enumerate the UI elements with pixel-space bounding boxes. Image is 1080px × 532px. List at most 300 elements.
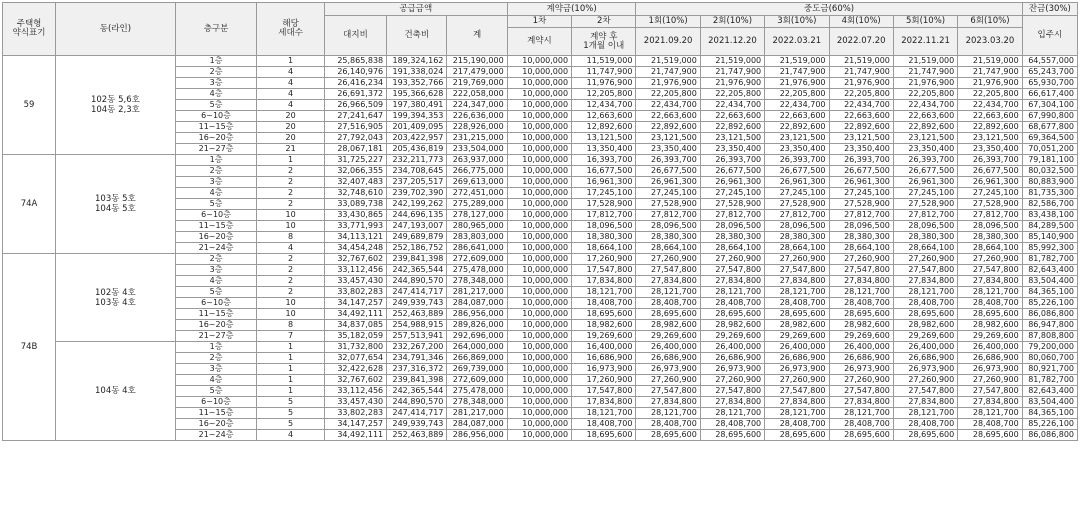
floor-cell: 5층 [175,100,257,111]
middle3-cell: 21,519,000 [765,56,829,67]
building-cell: 234,708,645 [387,166,447,177]
middle1-cell: 27,547,800 [636,386,700,397]
land-cell: 32,407,483 [324,177,386,188]
middle6-cell: 27,547,800 [958,386,1022,397]
middle1-cell: 21,519,000 [636,56,700,67]
middle3-cell: 22,434,700 [765,100,829,111]
middle6-cell: 27,260,900 [958,375,1022,386]
building-cell: 244,696,135 [387,210,447,221]
units-cell: 8 [257,320,324,331]
balance-cell: 82,586,700 [1022,199,1077,210]
middle1-cell: 22,892,600 [636,122,700,133]
type-header: 주택형 약식표기 [3,3,56,56]
contract2-cell: 18,121,700 [572,408,636,419]
units-cell: 1 [257,353,324,364]
dong-line-cell: 104동 4호 [56,342,176,441]
middle6-cell: 22,663,600 [958,111,1022,122]
middle6-cell: 28,121,700 [958,287,1022,298]
middle4-cell: 28,408,700 [829,419,893,430]
land-cell: 33,430,865 [324,210,386,221]
total-cell: 278,348,000 [447,276,507,287]
middle3-cell: 26,677,500 [765,166,829,177]
middle2-cell: 23,121,500 [700,133,764,144]
table-row [3,342,1078,353]
units-cell: 4 [257,89,324,100]
contract2-cell: 11,519,000 [572,56,636,67]
contract2-cell: 12,205,800 [572,89,636,100]
middle1-cell: 28,664,100 [636,243,700,254]
total-cell: 278,127,000 [447,210,507,221]
middle5-cell: 22,663,600 [893,111,957,122]
middle2-cell: 27,260,900 [700,254,764,265]
balance-cell: 80,060,700 [1022,353,1077,364]
units-cell: 2 [257,166,324,177]
middle2-date: 2021.12.20 [700,28,764,56]
middle1-cell: 26,400,000 [636,342,700,353]
contract1-cell: 10,000,000 [507,56,571,67]
middle4-header: 4회(10%) [829,16,893,28]
contract2-cell: 13,350,400 [572,144,636,155]
total-cell: 226,636,000 [447,111,507,122]
middle4-cell: 27,260,900 [829,375,893,386]
total-cell: 292,696,000 [447,331,507,342]
total-cell: 231,215,000 [447,133,507,144]
floor-cell: 16~20층 [175,232,257,243]
balance-cell: 65,243,700 [1022,67,1077,78]
contract2-cell: 16,677,500 [572,166,636,177]
middle6-cell: 28,096,500 [958,221,1022,232]
land-cell: 25,865,838 [324,56,386,67]
middle2-cell: 27,528,900 [700,199,764,210]
housing-type-cell: 74B [3,254,56,441]
land-cell: 32,422,628 [324,364,386,375]
contract2-cell: 18,695,600 [572,309,636,320]
floor-cell: 5층 [175,386,257,397]
middle3-cell: 26,686,900 [765,353,829,364]
movein-header: 입주시 [1022,16,1077,56]
floor-cell: 2층 [175,67,257,78]
middle3-cell: 27,834,800 [765,397,829,408]
middle4-cell: 28,121,700 [829,287,893,298]
land-cell: 32,066,355 [324,166,386,177]
middle6-cell: 28,664,100 [958,243,1022,254]
middle3-cell: 27,812,700 [765,210,829,221]
land-cell: 31,732,800 [324,342,386,353]
middle6-cell: 27,547,800 [958,265,1022,276]
land-cell: 35,182,059 [324,331,386,342]
dong-line-cell: 102동 5,6호 104동 2,3호 [56,56,176,155]
middle2-cell: 28,380,300 [700,232,764,243]
contract1-cell: 10,000,000 [507,100,571,111]
middle3-cell: 23,121,500 [765,133,829,144]
land-cell: 32,748,610 [324,188,386,199]
contract2-cell: 18,982,600 [572,320,636,331]
middle1-cell: 26,686,900 [636,353,700,364]
middle6-cell: 23,121,500 [958,133,1022,144]
land-cell: 28,067,181 [324,144,386,155]
total-cell: 272,451,000 [447,188,507,199]
middle2-cell: 27,834,800 [700,397,764,408]
middle3-cell: 21,976,900 [765,78,829,89]
middle2-cell: 27,812,700 [700,210,764,221]
middle4-cell: 27,547,800 [829,386,893,397]
units-cell: 1 [257,342,324,353]
middle3-cell: 26,400,000 [765,342,829,353]
building-cell: 237,205,517 [387,177,447,188]
floor-cell: 11~15층 [175,408,257,419]
floor-cell: 1층 [175,342,257,353]
middle4-cell: 27,834,800 [829,397,893,408]
contract2-cell: 18,380,300 [572,232,636,243]
middle5-cell: 26,393,700 [893,155,957,166]
building-cell: 252,186,752 [387,243,447,254]
contract1-cell: 10,000,000 [507,67,571,78]
contract2-cell: 12,892,600 [572,122,636,133]
balance-cell: 84,365,100 [1022,408,1077,419]
units-cell: 2 [257,276,324,287]
contract1-cell: 10,000,000 [507,133,571,144]
middle4-cell: 26,400,000 [829,342,893,353]
total-cell: 284,087,000 [447,419,507,430]
middle2-cell: 29,269,600 [700,331,764,342]
building-cell: 201,409,095 [387,122,447,133]
balance-cell: 82,643,400 [1022,386,1077,397]
middle1-cell: 26,677,500 [636,166,700,177]
total-cell: 224,347,000 [447,100,507,111]
supply-price-table [2,2,1078,441]
middle5-cell: 21,747,900 [893,67,957,78]
middle4-cell: 22,892,600 [829,122,893,133]
floor-cell: 2층 [175,353,257,364]
units-cell: 4 [257,100,324,111]
balance-cell: 84,365,100 [1022,287,1077,298]
units-cell: 4 [257,67,324,78]
building-cell: 247,414,717 [387,287,447,298]
building-cell: 237,316,372 [387,364,447,375]
balance-cell: 85,140,900 [1022,232,1077,243]
floor-cell: 6~10층 [175,111,257,122]
building-cell: 239,841,398 [387,375,447,386]
middle4-cell: 26,973,900 [829,364,893,375]
building-cell: 244,890,570 [387,397,447,408]
contract-header: 계약금(10%) [507,3,636,16]
units-cell: 10 [257,298,324,309]
building-cell: 234,791,346 [387,353,447,364]
middle6-cell: 28,121,700 [958,408,1022,419]
middle4-cell: 28,380,300 [829,232,893,243]
middle4-cell: 27,547,800 [829,265,893,276]
building-cell: 205,436,819 [387,144,447,155]
total-cell: 275,478,000 [447,386,507,397]
units-cell: 4 [257,243,324,254]
middle3-cell: 26,961,300 [765,177,829,188]
land-header: 대지비 [324,16,386,56]
middle2-cell: 28,408,700 [700,419,764,430]
middle4-cell: 23,121,500 [829,133,893,144]
total-cell: 272,609,000 [447,375,507,386]
total-cell: 263,937,000 [447,155,507,166]
total-cell: 283,803,000 [447,232,507,243]
contract1-cell: 10,000,000 [507,243,571,254]
table-header [3,3,1078,56]
total-cell: 219,769,000 [447,78,507,89]
middle5-cell: 27,834,800 [893,397,957,408]
middle4-cell: 22,434,700 [829,100,893,111]
middle1-cell: 28,121,700 [636,408,700,419]
land-cell: 26,691,372 [324,89,386,100]
middle1-cell: 28,695,600 [636,430,700,441]
middle3-cell: 22,663,600 [765,111,829,122]
building-cell: 257,513,941 [387,331,447,342]
contract2-cell: 17,260,900 [572,375,636,386]
middle4-cell: 29,269,600 [829,331,893,342]
building-cell: 203,422,957 [387,133,447,144]
floor-cell: 1층 [175,155,257,166]
middle4-cell: 27,260,900 [829,254,893,265]
middle4-date: 2022.07.20 [829,28,893,56]
balance-cell: 82,643,400 [1022,265,1077,276]
middle3-cell: 29,269,600 [765,331,829,342]
units-cell: 5 [257,397,324,408]
land-cell: 32,767,602 [324,254,386,265]
land-cell: 27,516,905 [324,122,386,133]
middle6-cell: 21,747,900 [958,67,1022,78]
contract2-cell: 17,812,700 [572,210,636,221]
floor-cell: 4층 [175,89,257,100]
balance-cell: 64,557,000 [1022,56,1077,67]
land-cell: 33,802,283 [324,408,386,419]
middle5-cell: 22,205,800 [893,89,957,100]
middle6-cell: 27,812,700 [958,210,1022,221]
contract1-cell: 10,000,000 [507,276,571,287]
balance-cell: 85,226,100 [1022,298,1077,309]
balance-cell: 86,086,800 [1022,309,1077,320]
middle3-cell: 26,393,700 [765,155,829,166]
middle3-cell: 22,205,800 [765,89,829,100]
middle5-cell: 27,834,800 [893,276,957,287]
middle6-cell: 27,834,800 [958,397,1022,408]
total-cell: 275,289,000 [447,199,507,210]
table-row [3,155,1078,166]
contract1-cell: 10,000,000 [507,386,571,397]
middle4-cell: 21,519,000 [829,56,893,67]
units-cell: 8 [257,232,324,243]
units-cell: 1 [257,364,324,375]
middle6-cell: 22,434,700 [958,100,1022,111]
land-cell: 34,147,257 [324,419,386,430]
units-cell: 20 [257,122,324,133]
middle2-cell: 26,961,300 [700,177,764,188]
contract1-cell: 10,000,000 [507,144,571,155]
middle5-cell: 28,664,100 [893,243,957,254]
middle3-cell: 28,664,100 [765,243,829,254]
middle-payment-header: 중도금(60%) [636,3,1022,16]
units-cell: 2 [257,265,324,276]
total-cell: 289,826,000 [447,320,507,331]
contract2-cell: 17,245,100 [572,188,636,199]
floor-cell: 11~15층 [175,309,257,320]
middle6-cell: 22,892,600 [958,122,1022,133]
contract1-cell: 10,000,000 [507,78,571,89]
units-cell: 7 [257,331,324,342]
balance-cell: 68,677,800 [1022,122,1077,133]
units-cell: 10 [257,210,324,221]
middle5-cell: 23,121,500 [893,133,957,144]
balance-cell: 81,735,300 [1022,188,1077,199]
middle2-cell: 22,892,600 [700,122,764,133]
units-header: 해당 세대수 [257,3,324,56]
balance-cell: 70,051,200 [1022,144,1077,155]
contract1-cell: 10,000,000 [507,210,571,221]
total-cell: 281,217,000 [447,287,507,298]
total-cell: 280,965,000 [447,221,507,232]
middle2-cell: 28,121,700 [700,287,764,298]
middle1-cell: 21,976,900 [636,78,700,89]
contract2-cell: 17,547,800 [572,386,636,397]
middle3-cell: 28,982,600 [765,320,829,331]
middle6-cell: 28,408,700 [958,419,1022,430]
middle4-cell: 27,834,800 [829,276,893,287]
balance-cell: 87,808,800 [1022,331,1077,342]
balance-header: 잔금(30%) [1022,3,1077,16]
floor-cell: 4층 [175,276,257,287]
units-cell: 1 [257,56,324,67]
building-header: 건축비 [387,16,447,56]
building-cell: 189,324,162 [387,56,447,67]
middle2-cell: 27,547,800 [700,386,764,397]
middle3-cell: 21,747,900 [765,67,829,78]
land-cell: 33,112,456 [324,265,386,276]
contract2-cell: 17,528,900 [572,199,636,210]
middle6-cell: 26,686,900 [958,353,1022,364]
middle5-cell: 28,982,600 [893,320,957,331]
contract1-cell: 10,000,000 [507,111,571,122]
middle5-header: 5회(10%) [893,16,957,28]
contract2-cell: 16,393,700 [572,155,636,166]
middle3-cell: 28,695,600 [765,430,829,441]
middle3-cell: 22,892,600 [765,122,829,133]
contract2-cell: 18,121,700 [572,287,636,298]
middle1-cell: 28,121,700 [636,287,700,298]
middle5-cell: 21,976,900 [893,78,957,89]
middle4-cell: 28,664,100 [829,243,893,254]
units-cell: 4 [257,78,324,89]
balance-cell: 86,947,800 [1022,320,1077,331]
middle1-cell: 28,695,600 [636,309,700,320]
middle3-cell: 28,121,700 [765,287,829,298]
middle3-cell: 27,528,900 [765,199,829,210]
middle5-cell: 28,695,600 [893,309,957,320]
balance-cell: 83,438,100 [1022,210,1077,221]
table-row [3,56,1078,67]
units-cell: 5 [257,419,324,430]
middle1-cell: 28,408,700 [636,298,700,309]
middle5-cell: 27,547,800 [893,265,957,276]
total-cell: 286,641,000 [447,243,507,254]
floor-cell: 5층 [175,199,257,210]
middle3-cell: 28,380,300 [765,232,829,243]
land-cell: 33,089,738 [324,199,386,210]
middle2-cell: 21,747,900 [700,67,764,78]
land-cell: 34,147,257 [324,298,386,309]
floor-cell: 21~27층 [175,331,257,342]
contract1-header: 1차 [507,16,571,28]
land-cell: 33,802,283 [324,287,386,298]
middle1-cell: 27,812,700 [636,210,700,221]
middle6-cell: 27,245,100 [958,188,1022,199]
middle3-cell: 27,547,800 [765,386,829,397]
contract1-cell: 10,000,000 [507,309,571,320]
contract2-cell: 18,408,700 [572,298,636,309]
middle1-cell: 27,834,800 [636,397,700,408]
contract1-cell: 10,000,000 [507,430,571,441]
middle3-cell: 27,245,100 [765,188,829,199]
total-cell: 278,348,000 [447,397,507,408]
total-cell: 272,609,000 [447,254,507,265]
balance-cell: 80,883,900 [1022,177,1077,188]
middle6-cell: 28,982,600 [958,320,1022,331]
balance-cell: 86,086,800 [1022,430,1077,441]
building-cell: 242,199,262 [387,199,447,210]
middle6-header: 6회(10%) [958,16,1022,28]
land-cell: 27,241,647 [324,111,386,122]
contract2-cell: 17,260,900 [572,254,636,265]
middle4-cell: 26,961,300 [829,177,893,188]
middle5-cell: 29,269,600 [893,331,957,342]
units-cell: 2 [257,254,324,265]
floor-header: 층구분 [175,3,257,56]
middle1-cell: 28,982,600 [636,320,700,331]
land-cell: 34,113,121 [324,232,386,243]
middle2-cell: 23,350,400 [700,144,764,155]
middle3-header: 3회(10%) [765,16,829,28]
building-cell: 239,841,398 [387,254,447,265]
contract1-cell: 10,000,000 [507,155,571,166]
building-cell: 197,380,491 [387,100,447,111]
building-cell: 239,702,390 [387,188,447,199]
middle1-cell: 28,380,300 [636,232,700,243]
floor-cell: 2층 [175,254,257,265]
middle6-cell: 28,380,300 [958,232,1022,243]
table-row [3,254,1078,265]
middle1-cell: 28,408,700 [636,419,700,430]
middle2-cell: 27,547,800 [700,265,764,276]
middle4-cell: 28,982,600 [829,320,893,331]
middle1-cell: 27,834,800 [636,276,700,287]
middle5-cell: 22,434,700 [893,100,957,111]
contract2-cell: 18,664,100 [572,243,636,254]
middle6-date: 2023.03.20 [958,28,1022,56]
middle5-cell: 26,686,900 [893,353,957,364]
building-cell: 242,365,544 [387,386,447,397]
contract2-cell: 17,834,800 [572,397,636,408]
middle5-cell: 26,677,500 [893,166,957,177]
middle6-cell: 29,269,600 [958,331,1022,342]
middle1-cell: 27,528,900 [636,199,700,210]
land-cell: 33,112,456 [324,386,386,397]
building-cell: 244,890,570 [387,276,447,287]
units-cell: 2 [257,199,324,210]
supply-header: 공급금액 [324,3,507,16]
balance-cell: 83,504,400 [1022,397,1077,408]
middle4-cell: 28,096,500 [829,221,893,232]
contract1-cell: 10,000,000 [507,298,571,309]
middle1-cell: 26,961,300 [636,177,700,188]
floor-cell: 3층 [175,265,257,276]
floor-cell: 21~27층 [175,144,257,155]
building-cell: 191,338,024 [387,67,447,78]
dong-header: 동(라인) [56,3,176,56]
